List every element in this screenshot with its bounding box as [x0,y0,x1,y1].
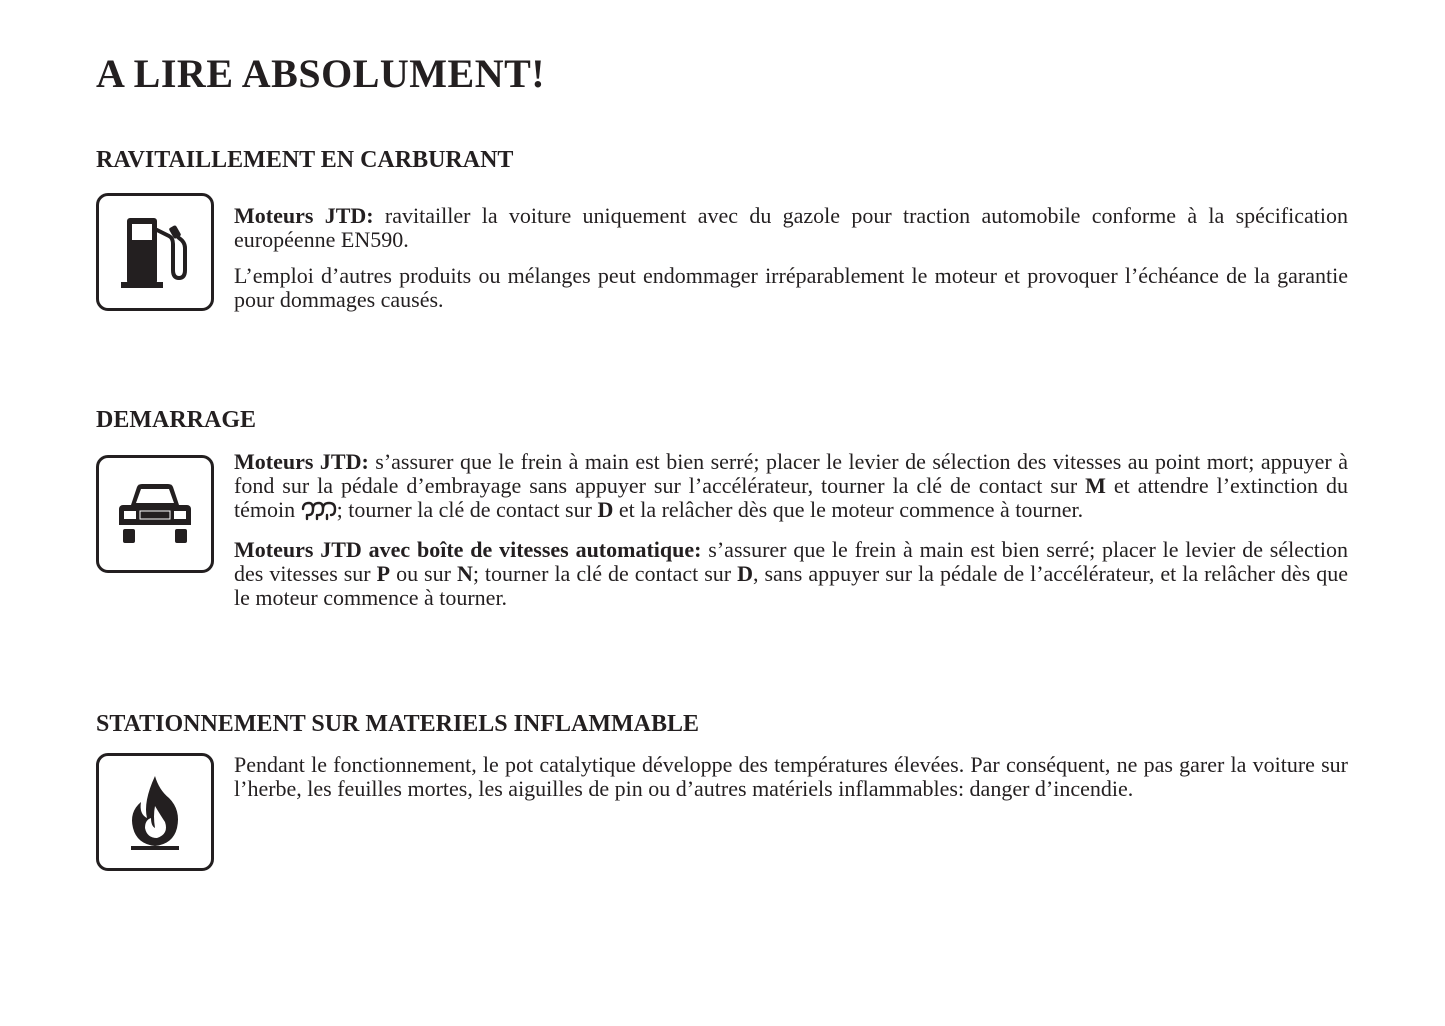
key-position: D [597,497,614,522]
gear-position: N [456,561,473,586]
paragraph-text: s’assurer que le frein à main est bien serré; placer le levier de sélection des vitesses au point mort; appuyer à fond sur la pédale d’embrayage sans appuyer sur l’accélérateur, tourner la clé de contact sur [234,449,1348,498]
paragraph [234,450,1348,526]
car-front-icon [96,455,214,573]
paragraph [234,538,1348,610]
flame-icon [96,753,214,871]
bold-lead: Moteurs JTD: [234,203,374,228]
glow-plug-icon [301,501,337,526]
paragraph [234,753,1348,801]
paragraph-text: , sans appuyer sur la pédale de l’accélérateur, et la relâcher dès que le moteur commence à tourner. [234,561,1348,610]
paragraph-text: et attendre l’extinction du témoin [234,473,1348,522]
paragraph-text: ou sur [390,561,457,586]
paragraph [234,204,1348,252]
section-body-starting [234,450,1348,622]
section-heading-parking: STATIONNEMENT SUR MATERIELS INFLAMMABLE [96,711,699,737]
bold-lead: Moteurs JTD: [234,449,369,474]
gear-position: P [376,561,391,586]
paragraph-text: ; tourner la clé de contact sur [336,497,598,522]
paragraph-text: ravitailler la voiture uniquement avec du gazole pour traction automobile conforme à la spécification européenne EN590. [234,203,1348,252]
paragraph-text: ; tourner la clé de contact sur [472,561,738,586]
paragraph-text: L’emploi d’autres produits ou mélanges peut endommager irréparablement le moteur et provoquer l’échéance de la garantie pour dommages causés. [234,263,1348,312]
key-position: D [737,561,753,586]
page-title: A LIRE ABSOLUMENT! [96,51,546,96]
paragraph [234,264,1348,312]
section-body-parking [234,753,1348,813]
paragraph-text: s’assurer que le frein à main est bien serré; placer le levier de sélection des vitesses sur [234,537,1348,586]
section-heading-fuel: RAVITAILLEMENT EN CARBURANT [96,147,514,173]
fuel-pump-icon [96,193,214,311]
section-body-fuel [234,204,1348,324]
paragraph-text: et la relâcher dès que le moteur commence à tourner. [613,497,1084,522]
bold-lead: Moteurs JTD avec boîte de vitesses automatique: [234,537,702,562]
key-position: M [1085,473,1106,498]
paragraph-text: Pendant le fonctionnement, le pot catalytique développe des températures élevées. Par conséquent, ne pas garer la voiture sur l’herbe, les feuilles mortes, les aiguilles de pin ou d’autres matériels inflammables: danger d’incendie. [234,752,1348,801]
section-heading-starting: DEMARRAGE [96,407,256,433]
